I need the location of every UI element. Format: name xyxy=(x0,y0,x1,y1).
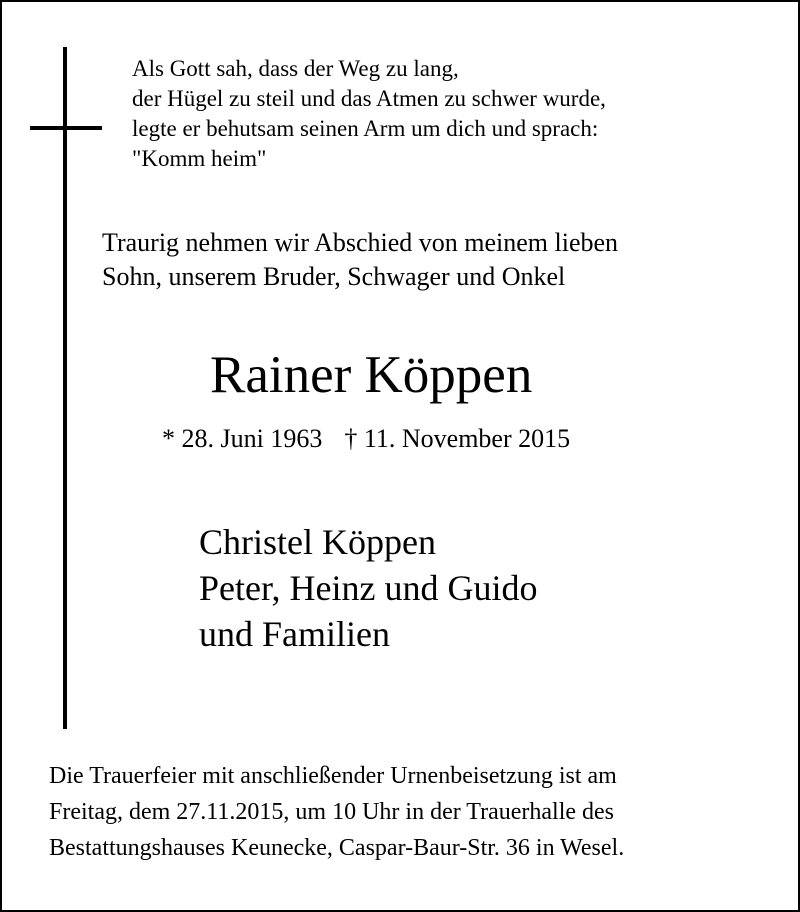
mourners xyxy=(199,519,537,657)
cross-icon-vertical-bar xyxy=(63,47,67,729)
poem xyxy=(132,54,606,174)
funeral-line: Bestattungshauses Keunecke, Caspar-Baur-Str. 36 in Wesel. xyxy=(49,835,625,861)
poem-line: "Komm heim" xyxy=(132,146,267,171)
funeral-line: Freitag, dem 27.11.2015, um 10 Uhr in der Trauerhalle des xyxy=(49,799,615,825)
farewell-intro xyxy=(102,226,618,294)
cross-icon-horizontal-bar xyxy=(30,126,102,130)
poem-line: legte er behutsam seinen Arm um dich und sprach: xyxy=(132,116,599,141)
poem-line: Als Gott sah, dass der Weg zu lang, xyxy=(132,56,459,81)
intro-line: Sohn, unserem Bruder, Schwager und Onkel xyxy=(102,262,566,291)
death-date: † 11. November 2015 xyxy=(344,424,571,453)
funeral-line: Die Trauerfeier mit anschließender Urnenbeisetzung ist am xyxy=(49,763,617,789)
intro-line: Traurig nehmen wir Abschied von meinem lieben xyxy=(102,228,619,257)
deceased-name: Rainer Köppen xyxy=(210,346,533,404)
poem-line: der Hügel zu steil und das Atmen zu schwer wurde, xyxy=(132,86,606,111)
funeral-details xyxy=(49,758,624,866)
life-dates xyxy=(162,422,570,456)
birth-date: * 28. Juni 1963 xyxy=(162,424,323,453)
mourner-line: Christel Köppen xyxy=(199,522,436,562)
mourner-line: Peter, Heinz und Guido xyxy=(199,568,538,608)
mourner-line: und Familien xyxy=(199,614,390,654)
